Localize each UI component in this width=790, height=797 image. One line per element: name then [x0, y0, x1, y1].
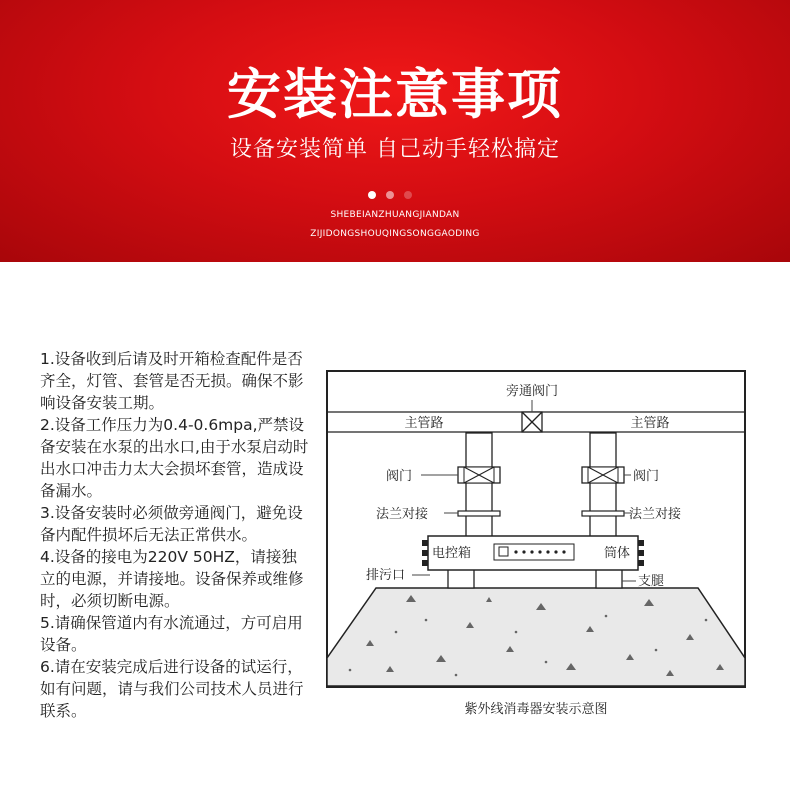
- note-item: 5.请确保管道内有水流通过，方可启用设备。: [40, 614, 303, 654]
- header-banner: [0, 0, 790, 262]
- valve-label-left: 阀门: [386, 469, 413, 484]
- flange-left: [458, 511, 500, 516]
- carousel-dot-3[interactable]: [404, 191, 412, 199]
- flange-label-right: 法兰对接: [629, 507, 682, 522]
- note-item: 6.请在安装完成后进行设备的试运行，如有问题，请与我们公司技术人员进行联系。: [40, 658, 304, 720]
- valve-label-right: 阀门: [633, 469, 660, 484]
- vertical-pipe-right: [590, 433, 616, 541]
- power-switch: [499, 547, 508, 556]
- page-subtitle: 设备安装简单 自己动手轻松搞定: [230, 137, 560, 162]
- pinyin-line-1: SHEBEIANZHUANGJIANDAN: [330, 210, 460, 220]
- installation-diagram: [326, 370, 746, 688]
- carousel-dot-1[interactable]: [368, 191, 376, 199]
- diagram-caption: 紫外线消毒器安装示意图: [464, 702, 608, 717]
- flange-label-left: 法兰对接: [376, 507, 429, 522]
- support-leg-left: [448, 568, 474, 588]
- vertical-pipe-left: [466, 433, 492, 541]
- note-item: 4.设备的接电为220V 50HZ，请接独立的电源，并请接地。设备保养或维修时，必须切断电源。: [40, 548, 304, 610]
- valve-left: [458, 467, 500, 483]
- main-pipe-label-right: 主管路: [630, 416, 670, 431]
- main-pipe-label-left: 主管路: [404, 416, 444, 431]
- carousel-indicator: [368, 184, 422, 203]
- note-item: 3.设备安装时必须做旁通阀门，避免设备内配件损坏后无法正常供水。: [40, 504, 303, 544]
- flange-right: [582, 511, 624, 516]
- valve-right: [582, 467, 624, 483]
- drain-label: 排污口: [366, 568, 406, 583]
- cylinder-label: 筒体: [604, 546, 631, 561]
- bypass-valve-label: 旁通阀门: [505, 384, 559, 399]
- page-title: 安装注意事项: [227, 63, 563, 126]
- support-leg-right: [596, 568, 622, 588]
- note-item: 1.设备收到后请及时开箱检查配件是否齐全，灯管、套管是否无损。确保不影响设备安装工期。: [40, 350, 304, 412]
- carousel-dot-2[interactable]: [386, 191, 394, 199]
- note-item: 2.设备工作压力为0.4-0.6mpa,严禁设备安装在水泵的出水口,由于水泵启动时出水口冲击力太大会损坏套管，造成设备漏水。: [40, 416, 309, 500]
- installation-notes: [40, 348, 310, 722]
- support-leg-label: 支腿: [638, 574, 665, 589]
- control-box-label: 电控箱: [432, 546, 472, 561]
- pinyin-line-2: ZIJIDONGSHOUQINGSONGGAODING: [310, 229, 480, 239]
